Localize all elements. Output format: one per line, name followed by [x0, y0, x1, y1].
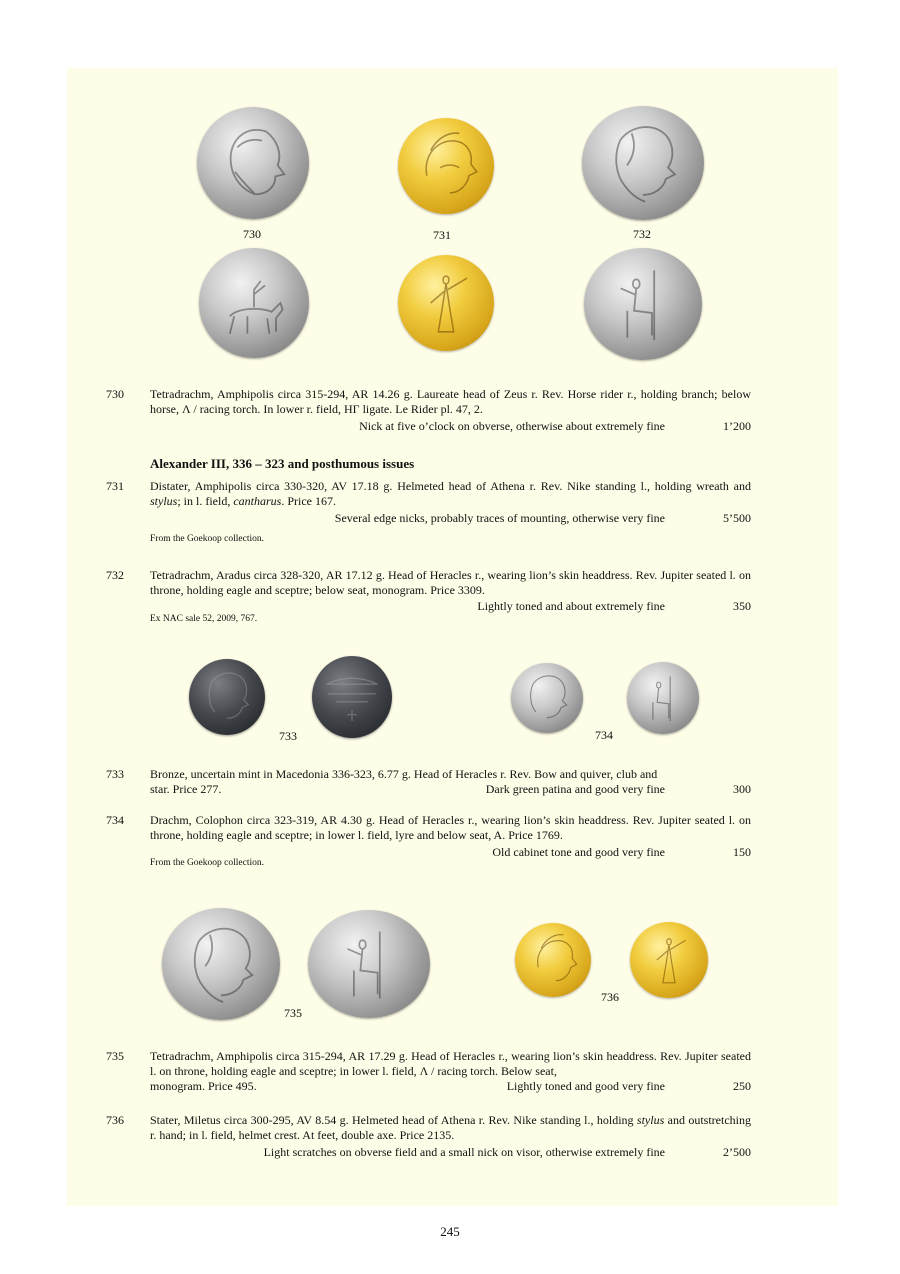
heracles-head-icon: [189, 659, 265, 735]
lot-description-736: Stater, Miletus circa 300-295, AV 8.54 g. Helmeted head of Athena r. Rev. Nike standing l., holding stylus and outstretching r. hand; in l. field, helmet crest. At feet, double axe. Price 2135.: [150, 1113, 751, 1142]
coin-label-730: 730: [243, 227, 261, 241]
seated-jupiter-icon: [584, 248, 702, 360]
coin-730-obverse: [197, 107, 309, 219]
lot-price-734: 150: [733, 845, 751, 859]
coin-label-731: 731: [433, 228, 451, 242]
lot-price-731: 5’500: [723, 511, 751, 525]
coin-label-736: 736: [601, 990, 619, 1004]
lot-condition-734: Old cabinet tone and good very fine: [492, 845, 665, 859]
coin-736-obverse: [515, 923, 591, 997]
coin-734-obverse: [511, 663, 583, 733]
lot-condition-735: Lightly toned and good very fine: [506, 1079, 665, 1093]
seated-jupiter-icon: [308, 910, 430, 1018]
coin-label-732: 732: [633, 227, 651, 241]
horse-rider-icon: [199, 248, 309, 358]
lot-number-735: 735: [106, 1049, 124, 1063]
bow-quiver-icon: [312, 656, 392, 738]
lot-description-731: Distater, Amphipolis circa 330-320, AV 17.18 g. Helmeted head of Athena r. Rev. Nike standing l., holding wreath and stylus; in l. field, cantharus. Price 167.: [150, 479, 751, 508]
heracles-head-icon: [511, 663, 583, 733]
coin-731-reverse: [398, 255, 494, 351]
page-number: 245: [440, 1224, 460, 1239]
coin-731-obverse: [398, 118, 494, 214]
lot-price-736: 2’500: [723, 1145, 751, 1159]
athena-head-icon: [515, 923, 591, 997]
lot-number-734: 734: [106, 813, 124, 827]
lot-price-733: 300: [733, 782, 751, 796]
lot-description-733: Bronze, uncertain mint in Macedonia 336-323, 6.77 g. Head of Heracles r. Rev. Bow and quiver, club and: [150, 767, 658, 781]
coin-736-reverse: [630, 922, 708, 998]
coin-730-reverse: [199, 248, 309, 358]
seated-jupiter-icon: [627, 662, 699, 734]
coin-733-obverse: [189, 659, 265, 735]
lot-condition-736: Light scratches on obverse field and a small nick on visor, otherwise extremely fine: [263, 1145, 665, 1159]
lot-price-735: 250: [733, 1079, 751, 1093]
section-heading: Alexander III, 336 – 323 and posthumous issues: [150, 456, 415, 471]
lot-provenance-734: From the Goekoop collection.: [150, 858, 264, 868]
coin-733-reverse: [312, 656, 392, 738]
lot-price-730: 1’200: [723, 419, 751, 433]
lot-condition-732: Lightly toned and about extremely fine: [477, 599, 665, 613]
lot-price-732: 350: [733, 599, 751, 613]
nike-standing-icon: [398, 255, 494, 351]
zeus-head-icon: [197, 107, 309, 219]
lot-condition-733: Dark green patina and good very fine: [485, 782, 665, 796]
coin-735-reverse: [308, 910, 430, 1018]
lot-description-733-cont: star. Price 277.: [150, 782, 222, 796]
lot-provenance-731: From the Goekoop collection.: [150, 534, 264, 544]
lot-description-735-cont: monogram. Price 495.: [150, 1079, 257, 1093]
heracles-head-icon: [582, 106, 704, 220]
coin-label-735: 735: [284, 1006, 302, 1020]
coin-734-reverse: [627, 662, 699, 734]
heracles-head-icon: [162, 908, 280, 1020]
lot-description-732: Tetradrachm, Aradus circa 328-320, AR 17.12 g. Head of Heracles r., wearing lion’s skin headdress. Rev. Jupiter seated l. on throne, holding eagle and sceptre; below seat, monogram. Price 3309.: [150, 568, 751, 597]
lot-number-731: 731: [106, 479, 124, 493]
coin-732-reverse: [584, 248, 702, 360]
lot-number-733: 733: [106, 767, 124, 781]
lot-description-735: Tetradrachm, Amphipolis circa 315-294, AR 17.29 g. Head of Heracles r., wearing lion’s skin headdress. Rev. Jupiter seated l. on throne, holding eagle and sceptre; in lower l. field, Λ / racing torch. Below seat,: [150, 1049, 751, 1078]
lot-description-730: Tetradrachm, Amphipolis circa 315-294, AR 14.26 g. Laureate head of Zeus r. Rev. Horse rider r., holding branch; below horse, Λ / racing torch. In lower r. field, HΓ ligate. Le Rider pl. 47, 2.: [150, 387, 751, 416]
lot-provenance-732: Ex NAC sale 52, 2009, 767.: [150, 614, 258, 624]
lot-condition-731: Several edge nicks, probably traces of mounting, otherwise very fine: [334, 511, 665, 525]
lot-condition-730: Nick at five o’clock on obverse, otherwise about extremely fine: [359, 419, 665, 433]
lot-number-730: 730: [106, 387, 124, 401]
coin-label-734: 734: [595, 728, 613, 742]
coin-735-obverse: [162, 908, 280, 1020]
catalogue-panel: [67, 68, 838, 1206]
athena-head-icon: [398, 118, 494, 214]
lot-description-734: Drachm, Colophon circa 323-319, AR 4.30 g. Head of Heracles r., wearing lion’s skin headdress. Rev. Jupiter seated l. on throne, holding eagle and sceptre; in lower l. field, lyre and below seat, A. Price 1769.: [150, 813, 751, 842]
coin-label-733: 733: [279, 729, 297, 743]
lot-number-732: 732: [106, 568, 124, 582]
lot-number-736: 736: [106, 1113, 124, 1127]
coin-732-obverse: [582, 106, 704, 220]
nike-standing-icon: [630, 922, 708, 998]
